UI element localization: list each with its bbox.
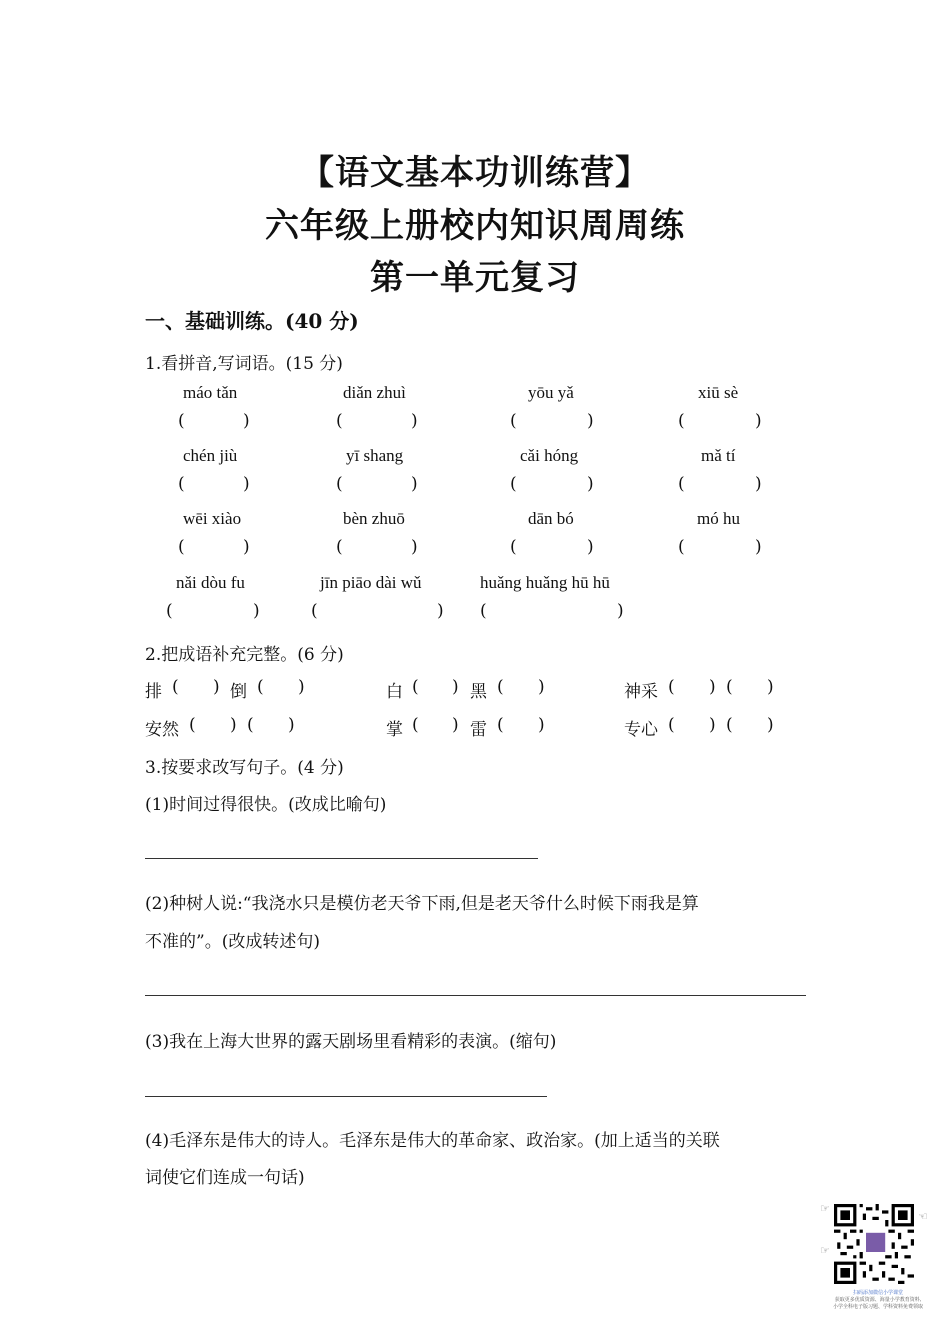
q3-sentence-4-line-2: 词使它们连成一句话) xyxy=(145,1168,305,1188)
answer-blank-close: ) xyxy=(253,601,260,621)
answer-blank-open: ( xyxy=(510,537,517,557)
answer-blank-open: ( xyxy=(336,537,343,557)
answer-blank-open: ( xyxy=(678,537,685,557)
qr-caption-line: 小学全科电子版习题、学科资料免费领取 xyxy=(832,1304,923,1310)
idiom-paren: ) xyxy=(298,677,305,697)
pinyin-label: wēi xiào xyxy=(183,509,242,528)
pointer-icon: ☜ xyxy=(918,1210,928,1223)
answer-blank-close: ) xyxy=(437,601,444,621)
idiom-paren: ) xyxy=(538,715,545,735)
answer-blank-open: ( xyxy=(178,411,185,431)
pinyin-label: yōu yǎ xyxy=(528,383,574,402)
pinyin-label: diǎn zhuì xyxy=(343,383,406,402)
title-line-3: 第一单元复习 xyxy=(370,258,580,298)
answer-blank-close: ) xyxy=(617,601,624,621)
idiom-paren: ( xyxy=(247,715,254,735)
answer-blank-close: ) xyxy=(755,537,762,557)
answer-line xyxy=(145,995,806,996)
idiom-paren: ) xyxy=(288,715,295,735)
answer-blank-open: ( xyxy=(480,601,487,621)
answer-blank-close: ) xyxy=(411,537,418,557)
answer-blank-close: ) xyxy=(755,474,762,494)
q1-prompt: 1.看拼音,写词语。(15 分) xyxy=(145,354,343,374)
answer-line xyxy=(145,858,538,859)
pinyin-label: máo tǎn xyxy=(183,383,238,402)
answer-blank-open: ( xyxy=(678,474,685,494)
q3-sentence-4-line-1: (4)毛泽东是伟大的诗人。毛泽东是伟大的革命家、政治家。(加上适当的关联 xyxy=(145,1131,720,1151)
pinyin-label: yī shang xyxy=(346,446,404,465)
idiom-paren: ( xyxy=(189,715,196,735)
idiom-char: 神采 xyxy=(624,682,658,702)
idiom-paren: ( xyxy=(497,677,504,697)
qr-code-icon xyxy=(834,1204,914,1284)
qr-caption-line: 扫码添加微信小学课堂 xyxy=(852,1290,903,1296)
pinyin-label: jīn piāo dài wǔ xyxy=(320,573,422,592)
idiom-paren: ( xyxy=(497,715,504,735)
idiom-paren: ( xyxy=(172,677,179,697)
idiom-paren: ( xyxy=(257,677,264,697)
idiom-char: 专心 xyxy=(624,720,658,740)
answer-blank-open: ( xyxy=(336,474,343,494)
pinyin-label: cǎi hóng xyxy=(520,446,579,465)
pinyin-label: bèn zhuō xyxy=(343,509,405,528)
answer-line xyxy=(145,1096,547,1097)
idiom-paren: ) xyxy=(709,677,716,697)
idiom-paren: ( xyxy=(412,677,419,697)
answer-blank-open: ( xyxy=(178,537,185,557)
answer-blank-open: ( xyxy=(510,411,517,431)
answer-blank-open: ( xyxy=(678,411,685,431)
q2-prompt: 2.把成语补充完整。(6 分) xyxy=(145,645,344,665)
idiom-paren: ) xyxy=(767,715,774,735)
pinyin-label: dān bó xyxy=(528,509,574,528)
answer-blank-open: ( xyxy=(510,474,517,494)
idiom-paren: ( xyxy=(412,715,419,735)
idiom-paren: ) xyxy=(767,677,774,697)
section-heading: 一、基础训练。(40 分) xyxy=(145,309,359,333)
idiom-paren: ) xyxy=(213,677,220,697)
q3-sentence-2-line-2: 不准的”。(改成转述句) xyxy=(145,932,320,952)
qr-caption-line: 获取更多优质资源、海量小学教育资料, xyxy=(834,1297,922,1303)
idiom-char: 排 xyxy=(145,682,162,702)
idiom-paren: ( xyxy=(668,677,675,697)
idiom-paren: ) xyxy=(452,715,459,735)
answer-blank-close: ) xyxy=(587,537,594,557)
qr-caption xyxy=(830,1290,926,1311)
qr-code-block xyxy=(820,1200,938,1318)
idiom-paren: ( xyxy=(726,715,733,735)
pointer-icon: ☞ xyxy=(820,1202,830,1215)
pinyin-label: nǎi dòu fu xyxy=(176,573,245,592)
idiom-char: 安然 xyxy=(145,720,179,740)
q3-prompt: 3.按要求改写句子。(4 分) xyxy=(145,758,344,778)
pinyin-label: xiū sè xyxy=(698,383,739,402)
answer-blank-close: ) xyxy=(411,474,418,494)
title-line-2: 六年级上册校内知识周周练 xyxy=(265,206,685,246)
answer-blank-close: ) xyxy=(243,411,250,431)
answer-blank-open: ( xyxy=(336,411,343,431)
pinyin-label: huǎng huǎng hū hū xyxy=(480,573,610,592)
idiom-paren: ( xyxy=(726,677,733,697)
q3-sentence-3: (3)我在上海大世界的露天剧场里看精彩的表演。(缩句) xyxy=(145,1032,557,1052)
idiom-char: 雷 xyxy=(470,720,487,740)
idiom-paren: ) xyxy=(538,677,545,697)
title-line-1: 【语文基本功训练营】 xyxy=(300,153,650,193)
pinyin-label: chén jiù xyxy=(183,446,238,465)
pinyin-label: mǎ tí xyxy=(701,446,736,465)
q3-sentence-2-line-1: (2)种树人说:“我浇水只是模仿老天爷下雨,但是老天爷什么时候下雨我是算 xyxy=(145,894,699,914)
idiom-paren: ) xyxy=(230,715,237,735)
answer-blank-close: ) xyxy=(755,411,762,431)
answer-blank-close: ) xyxy=(243,537,250,557)
answer-blank-close: ) xyxy=(587,411,594,431)
q3-sentence-1: (1)时间过得很快。(改成比喻句) xyxy=(145,795,387,815)
answer-blank-close: ) xyxy=(587,474,594,494)
answer-blank-close: ) xyxy=(411,411,418,431)
idiom-char: 白 xyxy=(386,682,403,702)
answer-blank-close: ) xyxy=(243,474,250,494)
pointer-icon: ☞ xyxy=(820,1244,830,1257)
idiom-paren: ) xyxy=(709,715,716,735)
idiom-char: 掌 xyxy=(386,720,403,740)
idiom-paren: ( xyxy=(668,715,675,735)
answer-blank-open: ( xyxy=(311,601,318,621)
pinyin-label: mó hu xyxy=(697,509,740,528)
idiom-char: 黑 xyxy=(470,682,487,702)
idiom-paren: ) xyxy=(452,677,459,697)
idiom-char: 倒 xyxy=(230,682,247,702)
answer-blank-open: ( xyxy=(166,601,173,621)
answer-blank-open: ( xyxy=(178,474,185,494)
